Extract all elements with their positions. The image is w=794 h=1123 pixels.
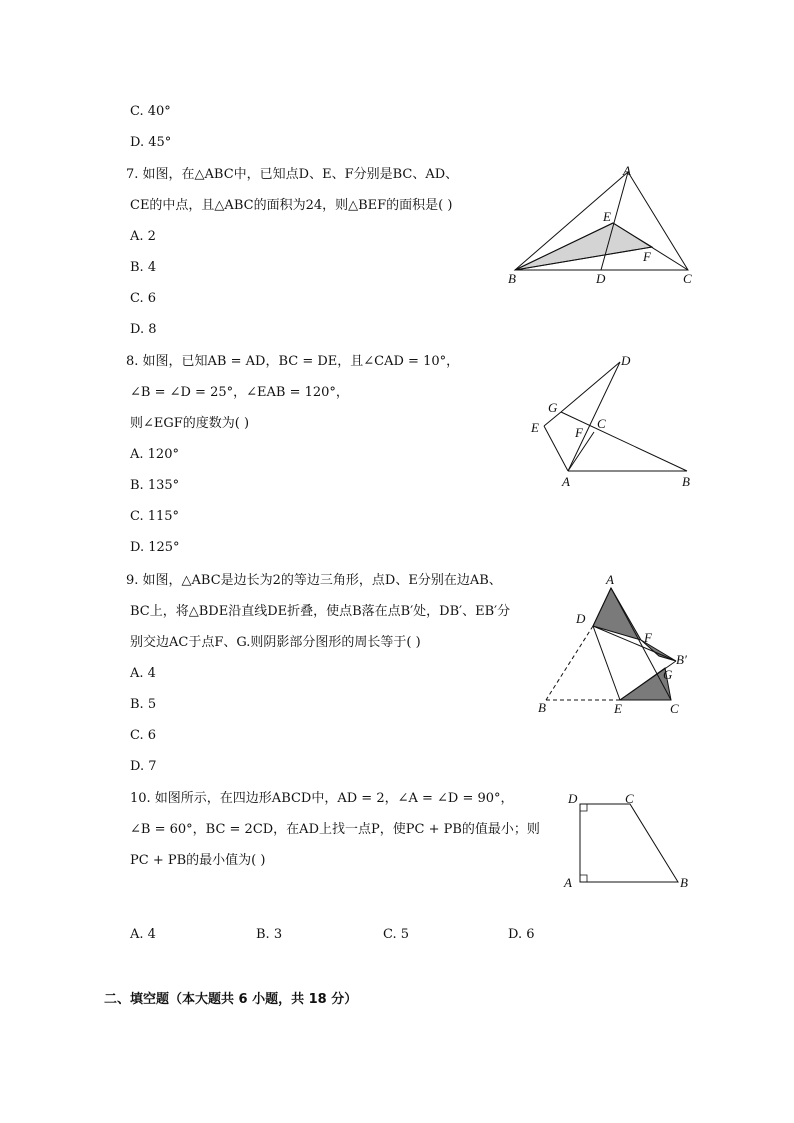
q7-stem-line1: 7. 如图，在△ABC中，已知点D、E、F分别是BC、AD、 xyxy=(126,167,459,182)
q9-stem-line3: 别交边AC于点F、G.则阴影部分图形的周长等于( ) xyxy=(130,635,421,650)
q8-segment-gd xyxy=(561,362,620,412)
q7-stem-line2: CE的中点，且△ABC的面积为24，则△BEF的面积是( ) xyxy=(130,198,453,213)
q10-label-b: B xyxy=(680,875,688,890)
q9-label-a: A xyxy=(606,572,614,587)
q9-stem-line2: BC上，将△BDE沿直线DE折叠，使点B落在点B′处，DB′、EB′分 xyxy=(130,604,511,619)
q7-option-a: A. 2 xyxy=(130,229,156,244)
q10-option-a: A. 4 xyxy=(130,927,156,942)
q10-option-d: D. 6 xyxy=(508,927,535,942)
q7-label-d: D xyxy=(596,271,606,286)
section-2-title: 二、填空题（本大题共 6 小题，共 18 分） xyxy=(104,992,358,1007)
q7-label-b: B xyxy=(508,271,516,286)
q8-option-a: A. 120° xyxy=(130,447,179,462)
q8-option-d: D. 125° xyxy=(130,540,180,555)
q10-label-a: A xyxy=(564,875,572,890)
q10-option-c: C. 5 xyxy=(383,927,410,942)
q9-figure xyxy=(530,570,710,720)
q9-dashed-bd xyxy=(546,626,593,700)
q10-figure xyxy=(560,790,700,895)
q10-label-d: D xyxy=(568,791,578,806)
q6-option-c: C. 40° xyxy=(130,104,171,119)
q7-label-e: E xyxy=(603,209,611,224)
q8-label-c: C xyxy=(597,416,606,431)
q7-option-b: B. 4 xyxy=(130,260,157,275)
q9-shaded-triangle-top xyxy=(593,588,641,640)
q9-option-b: B. 5 xyxy=(130,697,157,712)
q9-label-c: C xyxy=(670,701,679,716)
q8-label-e: E xyxy=(531,420,539,435)
q8-label-d: D xyxy=(621,353,631,368)
q9-option-a: A. 4 xyxy=(130,666,156,681)
q8-figure xyxy=(520,350,710,495)
q9-label-b-prime: B′ xyxy=(676,652,687,667)
q9-label-e: E xyxy=(614,701,622,716)
q8-label-a: A xyxy=(562,474,570,489)
q9-side-ac xyxy=(611,588,671,700)
q7-option-d: D. 8 xyxy=(130,322,157,337)
q10-stem-line2: ∠B = 60°，BC = 2CD，在AD上找一点P，使PC + PB的值最小；则 xyxy=(130,822,540,837)
q9-stem-line1: 9. 如图，△ABC是边长为2的等边三角形，点D、E分别在边AB、 xyxy=(126,573,502,588)
q9-option-c: C. 6 xyxy=(130,728,157,743)
q10-option-b: B. 3 xyxy=(256,927,283,942)
q8-option-b: B. 135° xyxy=(130,478,180,493)
q8-stem-line2: ∠B = ∠D = 25°，∠EAB = 120°， xyxy=(130,385,349,400)
q8-option-c: C. 115° xyxy=(130,509,180,524)
q10-quadrilateral-abcd xyxy=(580,804,678,882)
q9-fold-line-de xyxy=(593,626,620,700)
q10-right-angle-mark-d xyxy=(580,804,587,811)
q7-option-c: C. 6 xyxy=(130,291,157,306)
q8-stem-line1: 8. 如图，已知AB = AD，BC = DE，且∠CAD = 10°， xyxy=(126,354,460,369)
q9-label-g: G xyxy=(663,667,673,682)
q6-option-d: D. 45° xyxy=(130,135,172,150)
q10-label-c: C xyxy=(625,791,634,806)
q8-label-g: G xyxy=(548,400,558,415)
q10-right-angle-mark-a xyxy=(580,875,587,882)
q7-figure xyxy=(500,160,710,290)
q9-label-d: D xyxy=(576,611,586,626)
q7-label-a: A xyxy=(623,163,631,178)
q7-shaded-triangle-bef xyxy=(515,223,652,270)
q8-segment-gb xyxy=(561,412,687,471)
q8-label-b: B xyxy=(682,474,690,489)
q7-label-f: F xyxy=(643,249,651,264)
q8-label-f: F xyxy=(575,425,583,440)
q8-stem-line3: 则∠EGF的度数为( ) xyxy=(130,416,250,431)
q10-stem-line1: 10. 如图所示，在四边形ABCD中，AD = 2，∠A = ∠D = 90°， xyxy=(130,791,514,806)
q7-label-c: C xyxy=(683,271,692,286)
q8-segment-ad xyxy=(568,362,620,471)
q8-segment-ae xyxy=(544,426,568,471)
q9-label-b: B xyxy=(538,700,546,715)
q9-label-f: F xyxy=(644,630,652,645)
q10-stem-line3: PC + PB的最小值为( ) xyxy=(130,853,266,868)
q9-option-d: D. 7 xyxy=(130,759,157,774)
